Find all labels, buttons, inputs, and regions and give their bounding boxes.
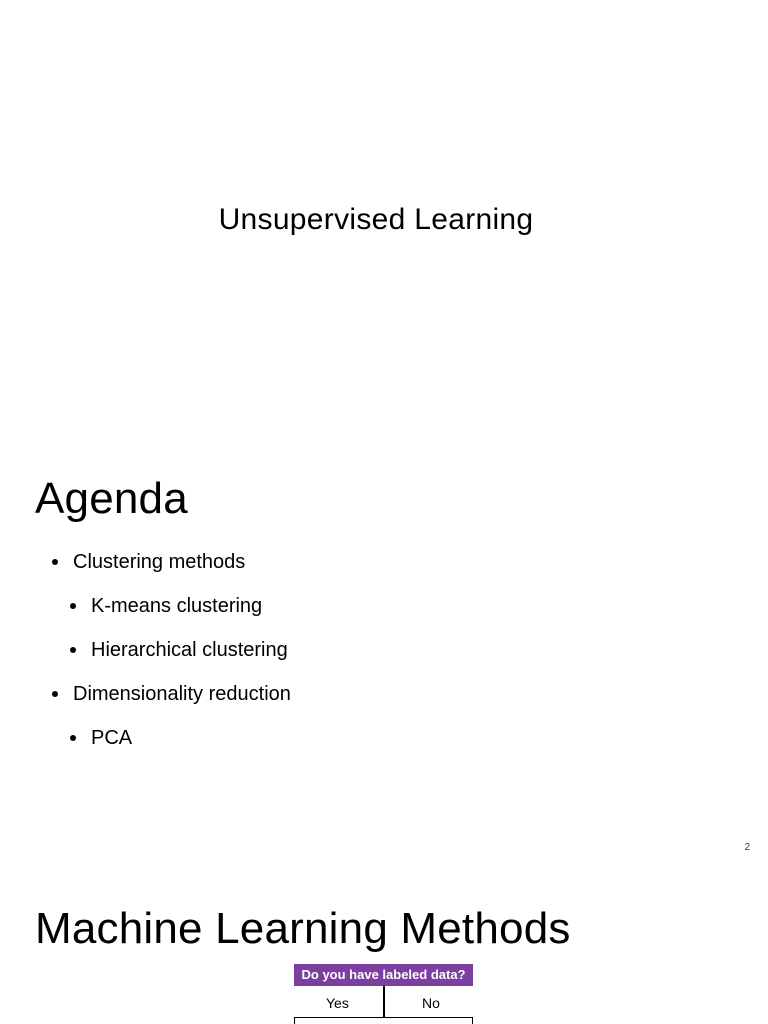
bullet-icon (70, 603, 76, 609)
presentation-title: Unsupervised Learning (218, 203, 534, 236)
bullet-icon (70, 647, 76, 653)
agenda-item-text: Clustering methods (73, 551, 246, 573)
page-number: 2 (744, 842, 750, 853)
agenda-item-text: Dimensionality reduction (73, 683, 291, 705)
agenda-item-text: PCA (91, 727, 133, 749)
agenda-item-text: Hierarchical clustering (91, 639, 288, 661)
agenda-slide (0, 432, 768, 864)
agenda-heading: Agenda (35, 474, 188, 523)
bullet-icon (52, 691, 58, 697)
flowchart-no-label: No (422, 995, 440, 1011)
title-slide (0, 0, 768, 432)
methods-heading: Machine Learning Methods (35, 904, 571, 953)
agenda-item-text: K-means clustering (91, 595, 263, 617)
flowchart-yes-label: Yes (326, 995, 349, 1011)
flowchart-branch-box (294, 1017, 473, 1024)
bullet-icon (52, 559, 58, 565)
flowchart-question: Do you have labeled data? (294, 964, 473, 986)
methods-slide (0, 864, 768, 1024)
bullet-icon (70, 735, 76, 741)
flowchart-divider (383, 986, 385, 1018)
